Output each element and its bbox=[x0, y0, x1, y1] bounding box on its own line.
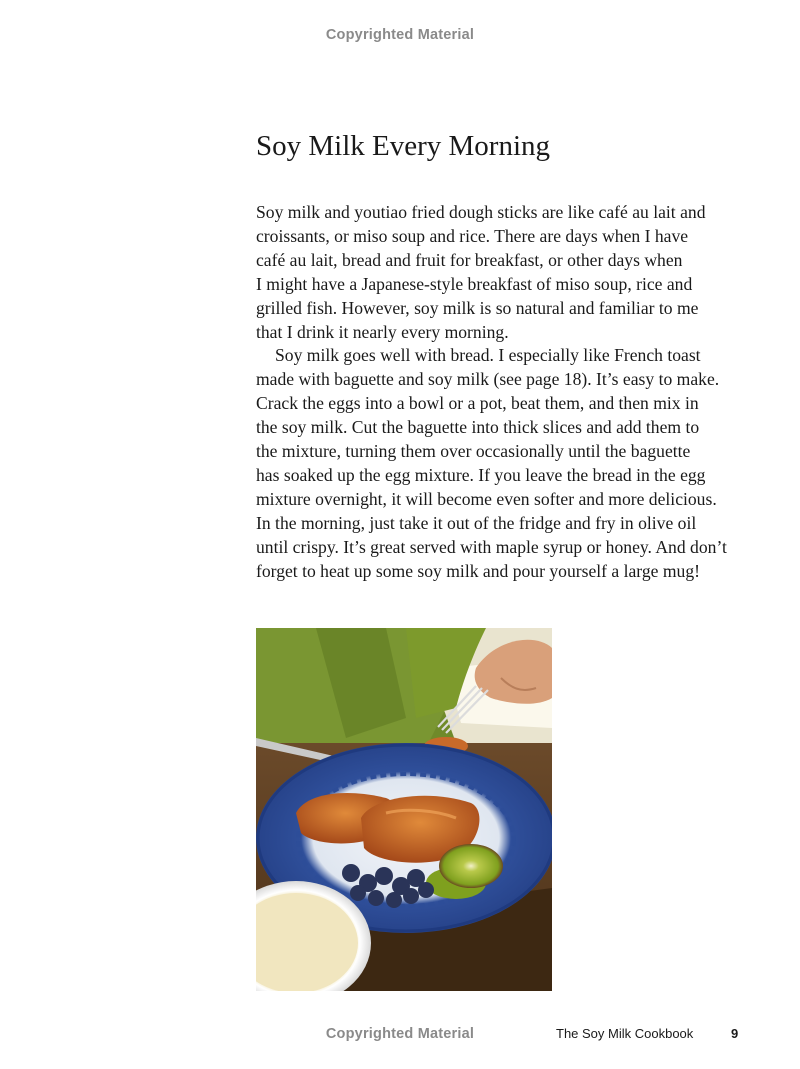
text-line: that I drink it nearly every morning. bbox=[256, 321, 509, 342]
paragraph-2 bbox=[256, 344, 746, 583]
text-line: Soy milk goes well with bread. I especially like French toast bbox=[275, 345, 701, 366]
copyright-watermark-bottom: Copyrighted Material bbox=[325, 1026, 475, 1042]
text-line: grilled fish. However, soy milk is so natural and familiar to me bbox=[256, 297, 699, 318]
text-line: the mixture, turning them over occasionally until the baguette bbox=[256, 441, 691, 462]
text-line: Crack the eggs into a bowl or a pot, beat them, and then mix in bbox=[256, 393, 699, 414]
text-line: café au lait, bread and fruit for breakfast, or other days when bbox=[256, 249, 683, 270]
text-line: the soy milk. Cut the baguette into thick slices and add them to bbox=[256, 417, 700, 438]
text-line: made with baguette and soy milk (see page 18). It’s easy to make. bbox=[256, 369, 720, 390]
text-line: until crispy. It’s great served with maple syrup or honey. And don’t bbox=[256, 536, 727, 557]
text-line: In the morning, just take it out of the fridge and fry in olive oil bbox=[256, 512, 697, 533]
page-title: Soy Milk Every Morning bbox=[256, 130, 551, 162]
paragraph-1 bbox=[256, 201, 746, 344]
copyright-watermark-top: Copyrighted Material bbox=[325, 27, 475, 43]
page-number: 9 bbox=[731, 1026, 739, 1041]
running-footer-book-title: The Soy Milk Cookbook bbox=[556, 1026, 694, 1041]
french-toast-illustration bbox=[256, 628, 552, 991]
text-line: forget to heat up some soy milk and pour yourself a large mug! bbox=[256, 560, 700, 581]
text-line: I might have a Japanese-style breakfast of miso soup, rice and bbox=[256, 273, 693, 294]
text-line: Soy milk and youtiao fried dough sticks are like café au lait and bbox=[256, 202, 706, 222]
body-text bbox=[256, 201, 746, 584]
text-line: has soaked up the egg mixture. If you leave the bread in the egg bbox=[256, 464, 706, 485]
text-line: mixture overnight, it will become even softer and more delicious. bbox=[256, 488, 717, 509]
text-line: croissants, or miso soup and rice. There are days when I have bbox=[256, 225, 689, 246]
french-toast-photo bbox=[256, 628, 552, 991]
